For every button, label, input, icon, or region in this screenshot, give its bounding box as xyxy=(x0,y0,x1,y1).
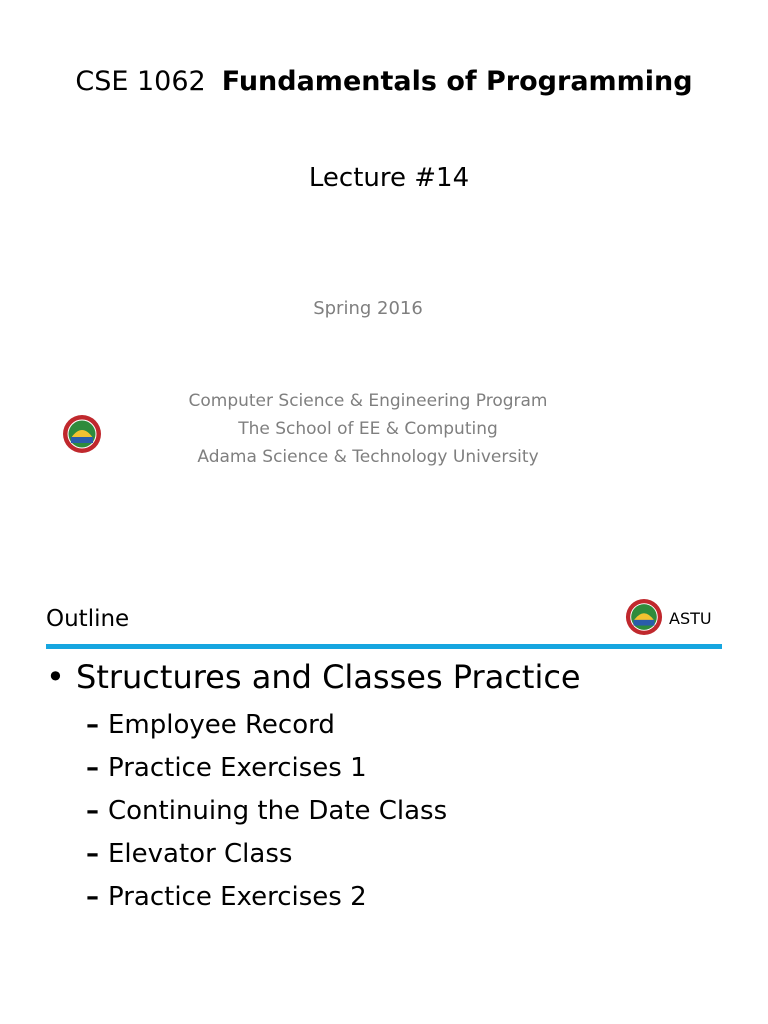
astu-seal-icon xyxy=(625,598,663,636)
title-divider xyxy=(46,644,722,649)
logo-text: ASTU xyxy=(669,609,712,628)
sub-bullet-list xyxy=(86,704,447,919)
dash-icon: – xyxy=(86,710,99,740)
list-item-text: Employee Record xyxy=(108,710,335,740)
list-item-text: Continuing the Date Class xyxy=(108,796,448,826)
affiliation-line: The School of EE & Computing xyxy=(238,419,498,439)
outline-slide xyxy=(0,576,768,1024)
course-code: CSE 1062 xyxy=(75,66,206,97)
dash-icon: – xyxy=(86,839,99,869)
course-name: Fundamentals of Programming xyxy=(221,66,693,97)
list-item-text: Practice Exercises 1 xyxy=(108,753,367,783)
dash-icon: – xyxy=(86,753,99,783)
dash-icon: – xyxy=(86,796,99,826)
list-item xyxy=(86,790,447,833)
list-item-text: Elevator Class xyxy=(108,839,293,869)
term: Spring 2016 xyxy=(313,298,423,319)
list-item-text: Practice Exercises 2 xyxy=(108,882,367,912)
list-item xyxy=(86,747,447,790)
slide-title: Outline xyxy=(46,606,130,632)
course-title xyxy=(0,66,768,97)
main-bullet-text: Structures and Classes Practice xyxy=(76,658,581,696)
main-bullet xyxy=(46,658,581,696)
affiliation-block xyxy=(0,387,736,471)
dash-icon: – xyxy=(86,882,99,912)
list-item xyxy=(86,876,447,919)
astu-seal-icon xyxy=(62,414,102,454)
lecture-number: Lecture #14 xyxy=(308,163,470,193)
bullet-dot-icon: • xyxy=(46,658,65,696)
affiliation-line: Adama Science & Technology University xyxy=(197,447,539,467)
list-item xyxy=(86,704,447,747)
affiliation-line: Computer Science & Engineering Program xyxy=(188,391,548,411)
list-item xyxy=(86,833,447,876)
